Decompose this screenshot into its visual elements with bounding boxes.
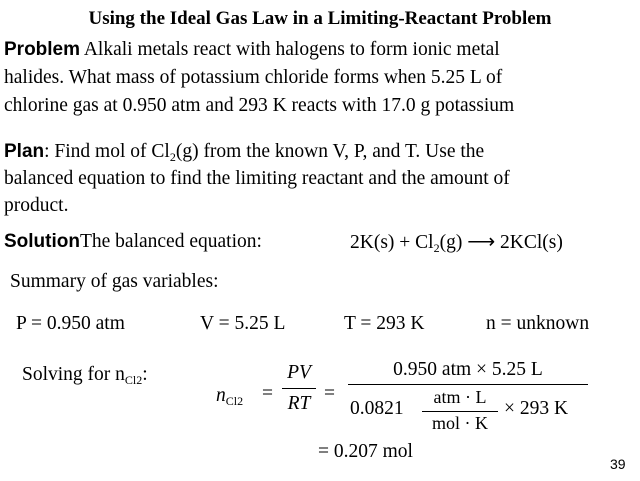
problem-label: Problem [4, 39, 81, 60]
units-denominator: mol · K [432, 413, 488, 433]
balanced-equation: $2K(s) + Cl_2(g)$ ⟶ 2KCl(s) [350, 232, 563, 255]
plan-sub: 2 [169, 150, 176, 164]
units-fraction-bar [422, 411, 498, 412]
problem-line-1 [4, 38, 500, 62]
plan-line-1: Plan: Find mol of $Cl_2(g)$ from the known V, P, and T. Use the [4, 141, 485, 164]
slide-title: Using the Ideal Gas Law in a Limiting-Reactant Problem [88, 8, 552, 29]
solution-line [4, 230, 262, 254]
equals-2: = [324, 383, 335, 404]
main-fraction-bar [348, 384, 588, 385]
plan-text-1a: Find mol of Cl [54, 141, 170, 162]
result: = 0.207 mol [318, 441, 413, 462]
summary-heading: Summary of gas variables: [10, 271, 219, 292]
main-numerator: 0.950 atm × 5.25 L [393, 359, 543, 380]
var-temperature: T = 293 K [344, 313, 425, 334]
equals-1: = [262, 383, 273, 404]
temperature-factor: × 293 K [504, 398, 569, 419]
var-moles: n = unknown [486, 313, 590, 334]
page-number: 39 [610, 456, 626, 472]
plan-line-3: product. [4, 195, 69, 216]
problem-text-1: Alkali metals react with halogens to form ionic metal [83, 39, 500, 60]
plan-label: Plan [4, 141, 45, 162]
problem-line-3: chlorine gas at 0.950 atm and 293 K reacts with 17.0 g potassium [4, 95, 515, 116]
solution-intro: The balanced equation: [79, 231, 262, 252]
pv-numerator: PV [287, 362, 311, 383]
gas-constant: 0.0821 [350, 398, 404, 419]
var-volume: V = 5.25 L [200, 313, 286, 334]
solving-label: Solving for $n_{Cl2}$: [22, 364, 148, 387]
solution-label: Solution [4, 231, 80, 252]
var-pressure: P = 0.950 atm [16, 313, 125, 334]
rt-denominator: RT [287, 393, 311, 414]
problem-line-2: halides. What mass of potassium chloride forms when 5.25 L of [4, 67, 503, 88]
n-cl2-symbol: $n_{Cl2}$ [216, 385, 244, 408]
plan-line-2: balanced equation to find the limiting reactant and the amount of [4, 168, 510, 189]
units-numerator: atm · L [433, 387, 487, 407]
pv-rt-fraction-bar [282, 388, 316, 389]
plan-text-1b: (g) from the known V, P, and T. Use the [175, 141, 485, 162]
